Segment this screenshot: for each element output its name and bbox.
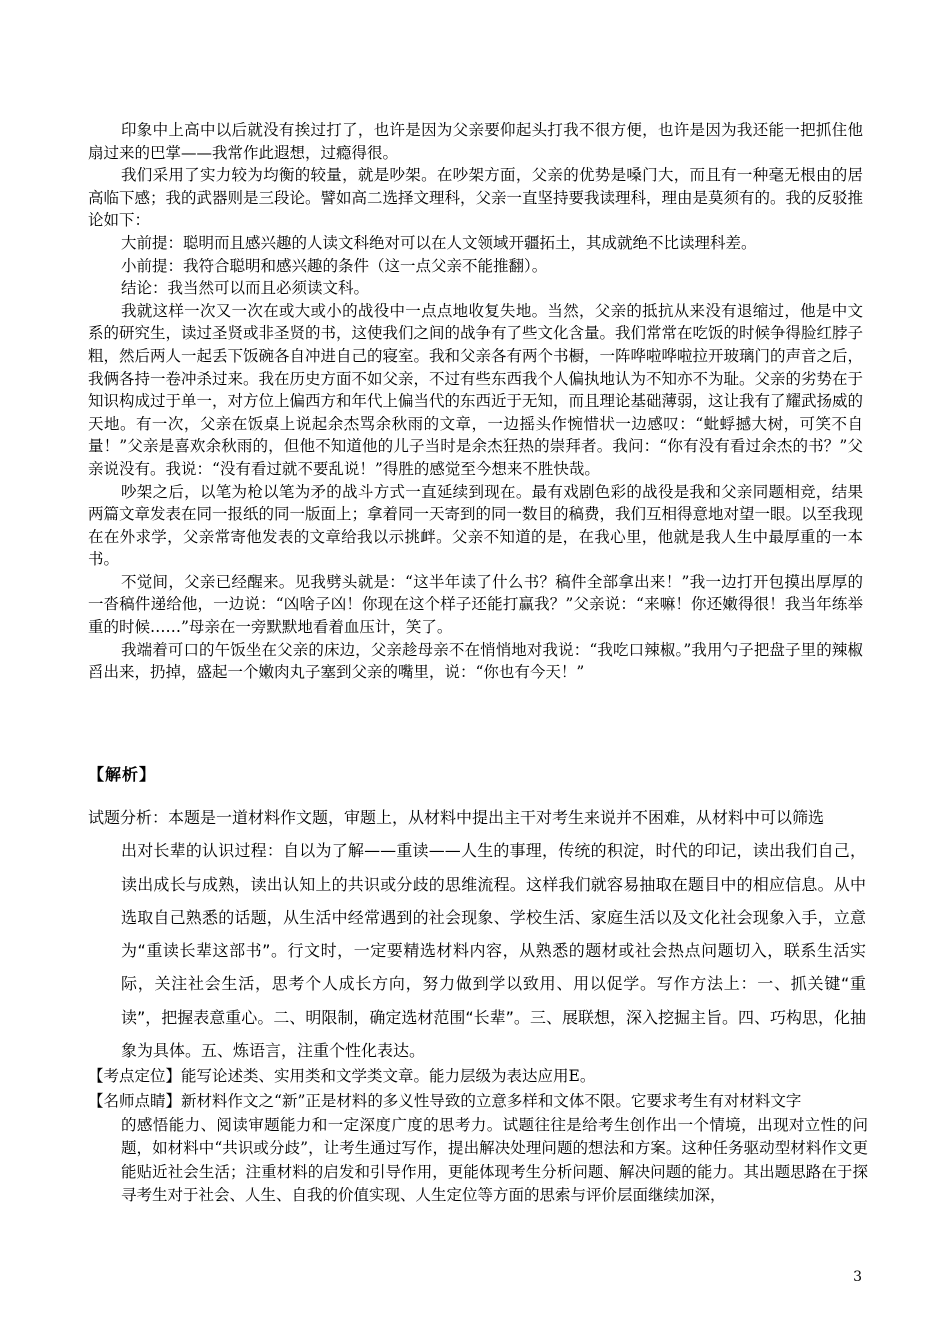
essay-paragraph: 我端着可口的午饭坐在父亲的床边，父亲趁母亲不在悄悄地对我说：“我吃口辣椒。”我用勺子把盘子里的辣椒舀出来，扔掉，盛起一个嫩肉丸子塞到父亲的嘴里，说：“你也有今天！”: [88, 640, 863, 682]
mingshi-note: [88, 1090, 868, 1208]
essay-paragraph: 大前提：聪明而且感兴趣的人读文科绝对可以在人文领域开疆拓土，其成就绝不比读理科差。: [121, 233, 757, 252]
page-number: 3: [853, 1269, 862, 1285]
kaodian-note: [88, 1065, 868, 1089]
essay-paragraph: 不觉间，父亲已经醒来。见我劈头就是：“这半年读了什么书？稿件全部拿出来！”我一边打开包摸出厚厚的一沓稿件递给他，一边说：“凶啥子凶！你现在这个样子还能打赢我？”父亲说：“来嘛！你还嫩得很！我当年练举重的时候……”母亲在一旁默默地看着血压计，笑了。: [88, 572, 863, 637]
mingshi-tag: 【名师点睛】: [88, 1092, 182, 1110]
essay-paragraph: 我们采用了实力较为均衡的较量，就是吵架。在吵架方面，父亲的优势是嗓门大，而且有一种毫无根由的居高临下感；我的武器则是三段论。譬如高二选择文理科，父亲一直坚持要我读理科，理由是莫须有的。我的反驳推论如下：: [88, 166, 864, 230]
essay-body: [88, 119, 863, 684]
analysis-section: [88, 801, 866, 1067]
analysis-heading: 【解析】: [88, 765, 157, 784]
analysis-body: 出对长辈的认识过程：自以为了解——重读——人生的事理，传统的积淀，时代的印记，读出我们自己，读出成长与成熟，读出认知上的共识或分歧的思维流程。这样我们就容易抽取在题目中的相应信息。从中选取自己熟悉的话题，从生活中经常遇到的社会现象、学校生活、家庭生活以及文化社会现象入手，立意为“重读长辈这部书”。行文时，一定要精选材料内容，从熟悉的题材或社会热点问题切入，联系生活实际，关注社会生活，思考个人成长方向，努力做到学以致用、用以促学。写作方法上：一、抓关键“重读”，把握表意重心。二、明限制，确定选材范围“长辈”。三、展联想，深入挖掘主旨。四、巧构思，化抽象为具体。五、炼语言，注重个性化表达。: [121, 841, 866, 1061]
kaodian-text: 能写论述类、实用类和文学类文章。能力层级为表达应用E。: [181, 1067, 596, 1085]
essay-paragraph: 我就这样一次又一次在或大或小的战役中一点点地收复失地。当然，父亲的抵抗从来没有退缩过，他是中文系的研究生，读过圣贤或非圣贤的书，这使我们之间的战争有了些文化含量。我们常常在吃饭的时候争得脸红脖子粗，然后两人一起丢下饭碗各自冲进自己的寝室。我和父亲各有两个书橱，一阵哗啦哗啦拉开玻璃门的声音之后，我俩各持一卷冲杀过来。我在历史方面不如父亲，不过有些东西我个人偏执地认为不知亦不为耻。父亲的劣势在于知识构成过于单一，对方位上偏西方和年代上偏当代的东西近于无知，而且理论基础薄弱，这让我有了耀武扬威的天地。有一次，父亲在饭桌上说起余杰骂余秋雨的文章，一边摇头作惋惜状一边感叹：“蚍蜉撼大树，可笑不自量！”父亲是喜欢余秋雨的，但他不知道他的儿子当时是余杰狂热的崇拜者。我问：“你有没有看过余杰的书？”父亲说没有。我说：“没有看过就不要乱说！”得胜的感觉至今想来不胜快哉。: [88, 301, 864, 478]
mingshi-lead: 新材料作文之“新”正是材料的多义性导致的立意多样和文体不限。它要求考生有对材料文字: [181, 1092, 802, 1110]
essay-paragraph: 印象中上高中以后就没有挨过打了，也许是因为父亲要仰起头打我不很方便，也许是因为我还能一把抓住他扇过来的巴掌——我常作此遐想，过瘾得很。: [88, 121, 863, 162]
mingshi-body: 的感悟能力、阅读审题能力和一定深度广度的思考力。试题往往是给考生创作出一个情境，出现对立性的问题，如材料中“共识或分歧”，让考生通过写作，提出解决处理问题的想法和方案。这种任务驱动型材料作文更能贴近社会生活；注重材料的启发和引导作用，更能体现考生分析问题、解决问题的能力。其出题思路在于探寻考生对于社会、人生、自我的价值实现、人生定位等方面的思索与评价层面继续加深，: [121, 1115, 868, 1204]
kaodian-tag: 【考点定位】: [88, 1067, 182, 1085]
essay-paragraph: 吵架之后，以笔为枪以笔为矛的战斗方式一直延续到现在。最有戏剧色彩的战役是我和父亲同题相竞，结果两篇文章发表在同一报纸的同一版面上；拿着同一天寄到的同一数目的稿费，我们互相得意地对望一眼。以至我现在在外求学，父亲常寄他发表的文章给我以示挑衅。父亲不知道的是，在我心里，他就是我人生中最厚重的一本书。: [88, 482, 864, 569]
essay-paragraph: 结论：我当然可以而且必须读文科。: [121, 279, 370, 298]
essay-paragraph: 小前提：我符合聪明和感兴趣的条件（这一点父亲不能推翻）。: [121, 256, 548, 275]
analysis-lead: 试题分析：本题是一道材料作文题，审题上，从材料中提出主干对考生来说并不困难，从材料中可以筛选: [88, 808, 825, 827]
